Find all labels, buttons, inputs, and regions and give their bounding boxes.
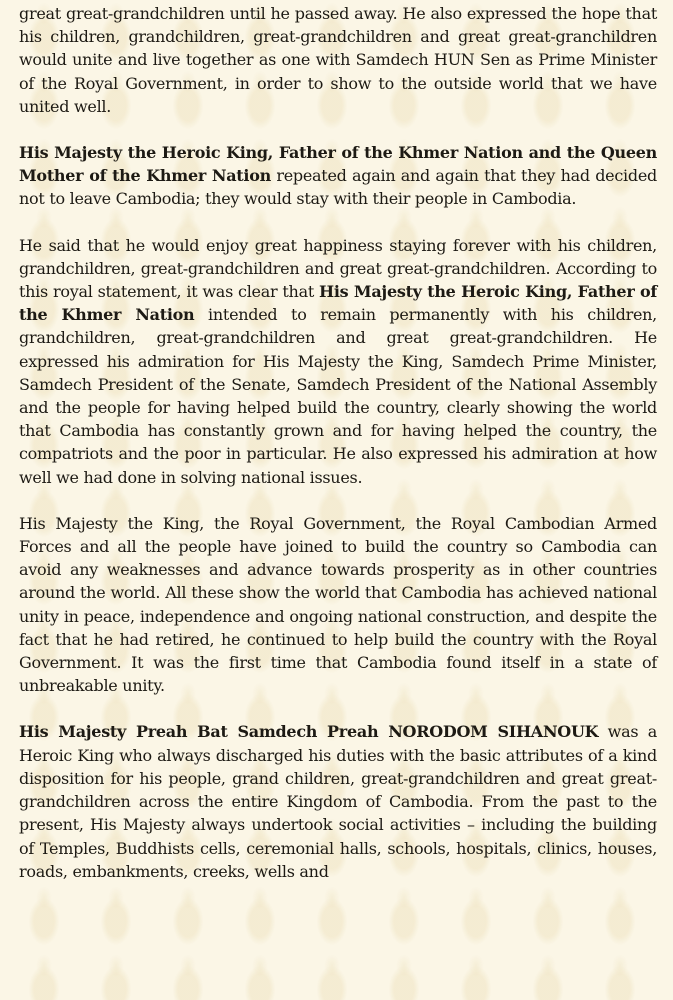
paragraph-text: intended to remain permanently with his children, grandchildren, great-grandchildren and great great-grandchildren. He expressed his admiration for His Majesty the King, Samdech Prime Minister, Samdech President of the Senate, Samdech President of the National Assembly and the people for having helped build the country, clearly showing the world that Cambodia has constantly grown and for having helped the country, the compatriots and the poor in particular. He also expressed his admiration at how well we had done in solving national issues. [19,305,657,487]
paragraph-text: great great-grandchildren until he passed away. He also expressed the hope that his children, grandchildren, great-grandchildren and great great-granchildren would unite and live together as one with Samdech HUN Sen as Prime Minister of the Royal Government, in order to show to the outside world that we have united well. [19,4,657,116]
bold-phrase: His Majesty the Heroic King, Father of the Khmer Nation and the Queen Mother of the Khmer Nation [19,143,657,186]
paragraph-text: repeated again and again that they had decided not to leave Cambodia; they would stay with their people in Cambodia. [19,166,657,209]
paragraph-3 [19,234,657,489]
document-body [19,2,657,883]
paragraph-2 [19,141,657,211]
paragraph-text: was a Heroic King who always discharged his duties with the basic attributes of a kind disposition for his people, grand children, great-grandchildren and great great-grandchildren across the entire Kingdom of Cambodia. From the past to the present, His Majesty always undertook social activities – including the building of Temples, Buddhists cells, ceremonial halls, schools, hospitals, clinics, houses, roads, embankments, creeks, wells and [19,722,657,881]
bold-phrase: His Majesty the Heroic King, Father of the Khmer Nation [19,282,657,325]
paragraph-4 [19,512,657,698]
bold-phrase: His Majesty Preah Bat Samdech Preah NORODOM SIHANOUK [19,722,599,742]
paragraph-1 [19,2,657,118]
paragraph-text: His Majesty the King, the Royal Government, the Royal Cambodian Armed Forces and all the people have joined to build the country so Cambodia can avoid any weaknesses and advance towards prosperity as in other countries around the world. All these show the world that Cambodia has achieved national unity in peace, independence and ongoing national construction, and despite the fact that he had retired, he continued to help build the country with the Royal Government. It was the first time that Cambodia found itself in a state of unbreakable unity. [19,513,657,696]
paragraph-5 [19,720,657,882]
paragraph-text: He said that he would enjoy great happiness staying forever with his children, grandchildren, great-grandchildren and great great-grandchildren. According to this royal statement, it was clear that [19,235,657,302]
